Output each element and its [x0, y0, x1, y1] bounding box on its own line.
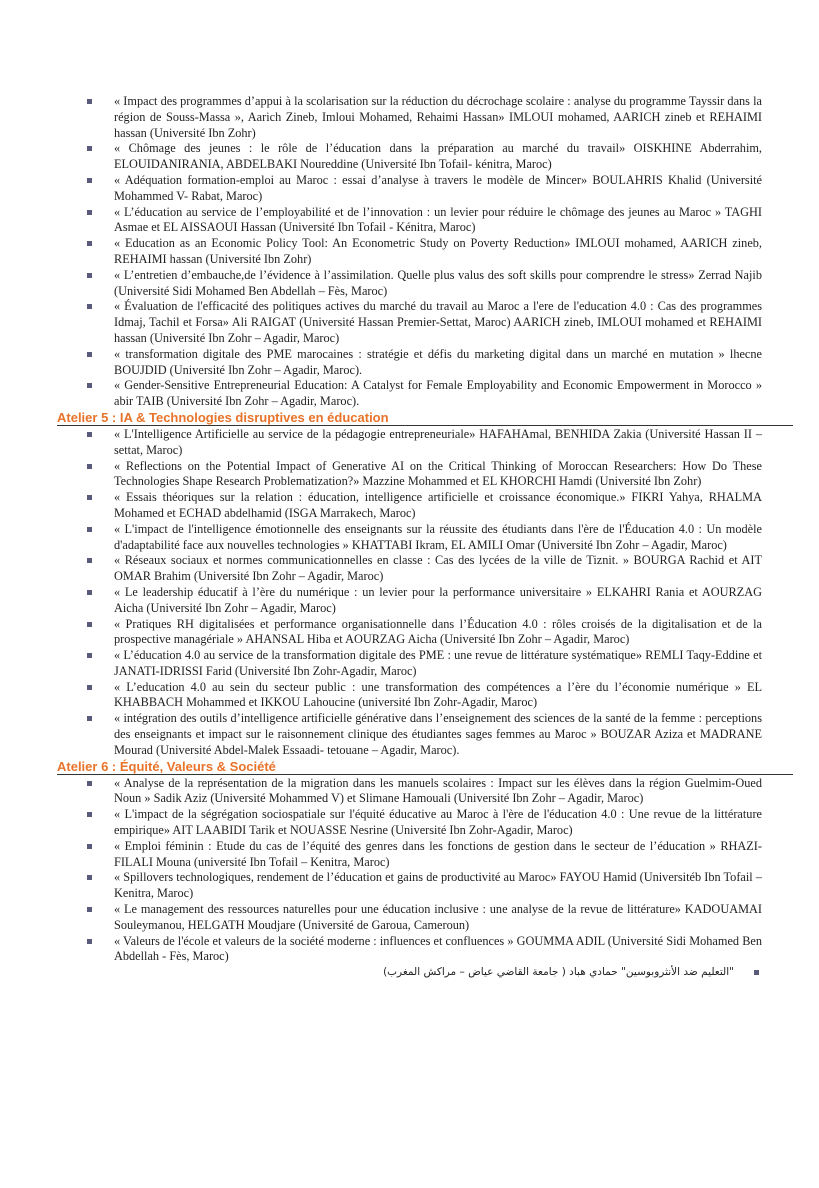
- list-item-text: « Chômage des jeunes : le rôle de l’éducation dans la préparation au marché du travail» OISKHINE Abderrahim, ELOUIDANIRANIA, ABDELBAKI Noureddine (Université Ibn Tofail- kénitra, Maroc): [114, 141, 762, 172]
- list-item: [114, 522, 762, 554]
- bullet-icon: [87, 241, 92, 246]
- list-item-text: « Education as an Economic Policy Tool: An Econometric Study on Poverty Reduction» IMLOUI mohamed, AARICH zineb, REHAIMI hassan (Université Ibn Zohr): [114, 236, 762, 266]
- bullet-icon: [87, 622, 92, 627]
- bullet-icon: [87, 383, 92, 388]
- bullet-icon: [87, 653, 92, 658]
- list-item-text: « Adéquation formation-emploi au Maroc : essai d’analyse à travers le modèle de Mincer» BOULAHRIS Khalid (Université Mohammed V- Rabat, Maroc): [114, 172, 762, 203]
- list-item: [114, 459, 762, 491]
- list-item-text: « Analyse de la représentation de la migration dans les manuels scolaires : Impact sur les élèves dans la région Guelmim-Oued Noun » Sadik Aziz (Université Mohammed V) et Slimane Hamouali (Université Ibn Zohr – Agadir, Maroc): [114, 775, 762, 806]
- bullet-icon: [87, 907, 92, 912]
- list-item: [114, 839, 762, 871]
- list-item-text: « L'Intelligence Artificielle au service de la pédagogie entrepreneuriale» HAFAHAmal, BENHIDA Zakia (Université Hassan II – settat, Maroc): [114, 426, 762, 457]
- list-item: [114, 807, 762, 839]
- section-heading-atelier-6: Atelier 6 : Équité, Valeurs & Société: [57, 759, 793, 775]
- list-item-text: « L'impact de l'intelligence émotionnelle des enseignants sur la réussite des étudiants dans l'ère de l'Éducation 4.0 : Un modèle d'adaptabilité face aux nouvelles technologies » KHATTABI Ikram, EL AMILI Omar (Université Ibn Zohr – Agadir, Maroc): [114, 521, 762, 552]
- list-item-text: « L’éducation au service de l’employabilité et de l’innovation : un levier pour réduire le chômage des jeunes au Maroc » TAGHI Asmae et EL AISSAOUI Hassan (Université Ibn Tofail - Kénitra, Maroc): [114, 204, 762, 235]
- bullet-icon: [87, 527, 92, 532]
- arabic-list: [0, 965, 819, 981]
- list-item: [114, 141, 762, 173]
- list-item: [114, 585, 762, 617]
- list-item: [114, 490, 762, 522]
- section-atelier-5-list: [0, 427, 819, 759]
- list-item-text: « Reflections on the Potential Impact of Generative AI on the Critical Thinking of Moroccan Researchers: How Do These Technologies Shape Research Problematization?» Mazzine Mohammed et EL KHORCHI Hamdi (Université Ibn Zohr): [114, 458, 762, 489]
- bullet-icon: [87, 99, 92, 104]
- list-item-text: « Évaluation de l'efficacité des politiques actives du marché du travail au Maroc a l'ere de l'education 4.0 : Cas des programmes Idmaj, Tachil et Forsa» Ali RAIGAT (Université Hassan Premier-Settat, Maroc) AARICH zineb, IMLOUI mohamed et REHAIMI hassan (Université Ibn Zohr – Agadir, Maroc): [114, 299, 762, 345]
- list-item: [114, 902, 762, 934]
- list-item: [114, 680, 762, 712]
- list-item: [114, 776, 762, 808]
- list-item-text: « Valeurs de l'école et valeurs de la société moderne : influences et confluences » GOUMMA ADIL (Université Sidi Mohamed Ben Abdellah - Fès, Maroc): [114, 933, 762, 964]
- list-item-text: « intégration des outils d’intelligence artificielle générative dans l’enseignement des sciences de la santé de la femme : perceptions des enseignants et impact sur le raisonnement clinique des étudiantes sages femmes au Maroc » BOUZAR Aziza et MADRANE Mourad (Université Abdel-Malek Essaadi- tetouane – Agadir, Maroc).: [114, 711, 762, 757]
- list-item-text: « L'impact de la ségrégation sociospatiale sur l'équité éducative au Maroc à l'ère de l'éducation 4.0 : Une revue de la littérature empirique» AIT LAABIDI Tarik et NOUASSE Nesrine (Université Ibn Zohr-Agadir, Maroc): [114, 807, 762, 838]
- list-item-text: « Réseaux sociaux et normes communicationnelles en classe : Cas des lycées de la ville de Tiznit. » BOURGA Rachid et AIT OMAR Brahim (Université Ibn Zohr – Agadir, Maroc): [114, 553, 762, 584]
- list-item-text: « Emploi féminin : Etude du cas de l’équité des genres dans les fonctions de gestion dans le secteur de l’éducation » RHAZI-FILALI Mouna (université Ibn Tofail – Kenitra, Maroc): [114, 838, 762, 869]
- bullet-icon: [87, 352, 92, 357]
- bullet-icon: [87, 273, 92, 278]
- list-item: [114, 236, 762, 268]
- bullet-icon: [87, 875, 92, 880]
- list-item-arabic: [320, 965, 734, 981]
- list-item-text: « Gender-Sensitive Entrepreneurial Education: A Catalyst for Female Employability and Economic Empowerment in Morocco » abir TAIB (Université Ibn Zohr – Agadir, Maroc).: [114, 378, 762, 409]
- bullet-icon: [87, 432, 92, 437]
- list-item-text: « L’entretien d’embauche,de l’évidence à l’assimilation. Quelle plus valus des soft skills pour comprendre le stress» Zerrad Najib (Université Sidi Mohamed Ben Abdellah – Fès, Maroc): [114, 267, 762, 298]
- list-item: [114, 94, 762, 141]
- list-item: [114, 268, 762, 300]
- list-item: [114, 553, 762, 585]
- list-item: [114, 934, 762, 966]
- list-item: [114, 378, 762, 410]
- list-item: [114, 173, 762, 205]
- list-item-text: « L’éducation 4.0 au service de la transformation digitale des PME : une revue de littérature systématique» REMLI Taqy-Eddine et JANATI-IDRISSI Farid (Université Ibn Zohr-Agadir, Maroc): [114, 648, 762, 678]
- list-item: [114, 205, 762, 237]
- bullet-icon: [87, 590, 92, 595]
- bullet-icon: [87, 685, 92, 690]
- bullet-icon: [87, 304, 92, 309]
- list-item-text: « Pratiques RH digitalisées et performance organisationnelle dans l’Éducation 4.0 : rôles croisés de la digitalisation et de la prospective managériale » AHANSAL Hiba et AOURZAG Aicha (Université Ibn Zohr – Agadir, Maroc): [114, 616, 762, 647]
- list-item: [114, 870, 762, 902]
- list-item: [114, 711, 762, 758]
- list-item: [114, 299, 762, 346]
- document-page: [0, 94, 819, 981]
- bullet-icon: [87, 495, 92, 500]
- bullet-icon: [87, 716, 92, 721]
- bullet-icon: [87, 781, 92, 786]
- list-item: [114, 617, 762, 649]
- list-item-text: « Spillovers technologiques, rendement de l’éducation et gains de productivité au Maroc» FAYOU Hamid (Universitéb Ibn Tofail – Kenitra, Maroc): [114, 870, 762, 901]
- bullet-icon: [87, 146, 92, 151]
- list-item-text: « Le management des ressources naturelles pour une éducation inclusive : une analyse de la revue de littérature» KADOUAMAI Souleymanou, HELGATH Moudjare (Université de Garoua, Cameroun): [114, 902, 762, 932]
- bullet-icon: [87, 464, 92, 469]
- bullet-icon: [87, 178, 92, 183]
- section-heading-atelier-5: Atelier 5 : IA & Technologies disruptives en éducation: [57, 410, 793, 426]
- bullet-icon: [87, 812, 92, 817]
- section-atelier-6-list: [0, 776, 819, 966]
- list-item: [114, 427, 762, 459]
- list-item-text: « Essais théoriques sur la relation : éducation, intelligence artificielle et croissance économique.» FIKRI Yahya, RHALMA Mohamed et ECHAD abdelhamid (ISGA Marrakech, Maroc): [114, 490, 762, 520]
- bullet-icon: [87, 844, 92, 849]
- bullet-icon: [754, 970, 759, 975]
- bullet-icon: [87, 210, 92, 215]
- list-item-text: « L’education 4.0 au sein du secteur public : une transformation des compétences a l’ère du l’économie numérique » EL KHABBACH Mohammed et IKKOU Lahoucine (université Ibn Zohr-Agadir, Maroc): [114, 679, 762, 710]
- list-item: [114, 347, 762, 379]
- list-item-text: « transformation digitale des PME marocaines : stratégie et défis du marketing digital dans un marché en mutation » lhecne BOUJDID (Université Ibn Zohr – Agadir, Maroc).: [114, 346, 762, 377]
- bullet-icon: [87, 939, 92, 944]
- bullet-icon: [87, 558, 92, 563]
- list-item: [114, 648, 762, 680]
- list-item-text: "التعليم ضد الأنثروبوسين" حمادي هباد ( جامعة القاضي عياض – مراكش المغرب): [383, 966, 734, 979]
- section-1-list: [0, 94, 819, 410]
- list-item-text: « Impact des programmes d’appui à la scolarisation sur la réduction du décrochage scolaire : analyse du programme Tayssir dans la région de Souss-Massa », Aarich Zineb, Imloui Mohamed, Rehaimi Hassan» IMLOUI mohamed, AARICH zineb et REHAIMI hassan (Université Ibn Zohr): [114, 94, 762, 140]
- list-item-text: « Le leadership éducatif à l’ère du numérique : un levier pour la performance universitaire » ELKAHRI Rania et AOURZAG Aicha (Université Ibn Zohr – Agadir, Maroc): [114, 584, 762, 615]
